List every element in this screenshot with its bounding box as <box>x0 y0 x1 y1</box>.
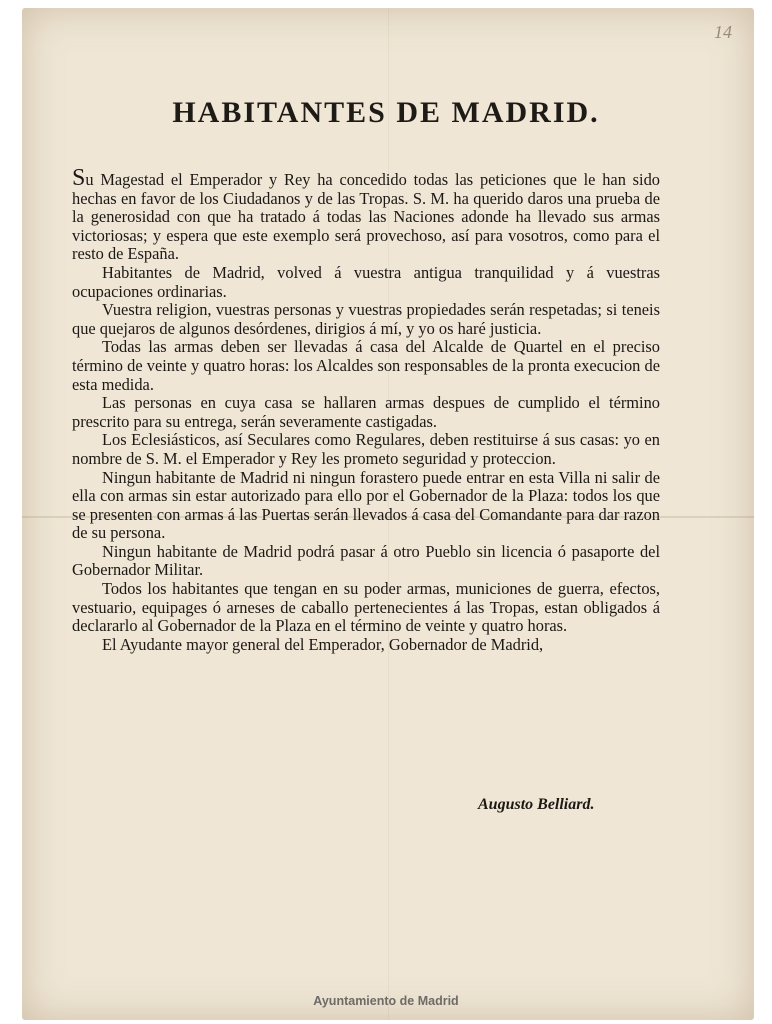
paragraph-7: Ningun habitante de Madrid ni ningun forastero puede entrar en esta Villa ni salir de ella con armas sin estar autorizado para ello por el Gobernador de la Plaza: todos los que se presenten con armas á las Puertas serán llevados á casa del Comandante para dar razon de su persona. <box>72 467 660 543</box>
folio-number: 14 <box>714 22 732 42</box>
paragraph-1 <box>72 165 660 264</box>
page-title: HABITANTES DE MADRID. <box>172 96 600 129</box>
paragraph-10: El Ayudante mayor general del Emperador, Gobernador de Madrid, <box>102 634 544 654</box>
archive-watermark: Ayuntamiento de Madrid <box>313 994 459 1008</box>
paragraph-9: Todos los habitantes que tengan en su poder armas, municiones de guerra, efectos, vestuario, equipages ó arneses de caballo pertenecientes á las Tropas, estan obligados á declararlo al Gobernador de la Plaza en el término de veinte y quatro horas. <box>72 579 660 636</box>
paragraph-3: Vuestra religion, vuestras personas y vuestras propiedades serán respetadas; si teneis que quejaros de algunos desórdenes, dirigios á mí, y yo os haré justicia. <box>72 300 660 338</box>
signature: Augusto Belliard. <box>478 796 595 813</box>
paragraph-8: Ningun habitante de Madrid podrá pasar á otro Pueblo sin licencia ó pasaporte del Gobernador Militar. <box>72 541 660 580</box>
paragraph-4: Todas las armas deben ser llevadas á casa del Alcalde de Quartel en el preciso término de veinte y quatro horas: los Alcaldes son responsables de la pronta execucion de esta medida. <box>72 337 660 394</box>
paragraph-5: Las personas en cuya casa se hallaren armas despues de cumplido el término prescrito para su entrega, serán severamente castigadas. <box>72 393 660 431</box>
paragraph-2: Habitantes de Madrid, volved á vuestra antigua tranquilidad y á vuestras ocupaciones ordinarias. <box>72 262 660 301</box>
paragraph-6: Los Eclesiásticos, así Seculares como Regulares, deben restituirse á sus casas: yo en nombre de S. M. el Emperador y Rey les prometo seguridad y proteccion. <box>72 430 660 468</box>
drop-cap: S <box>72 165 86 191</box>
proclamation-body <box>72 165 660 654</box>
paragraph-1-text: u Magestad el Emperador y Rey ha concedido todas las peticiones que le han sido hechas en favor de los Ciudadanos y de las Tropas. S. M. ha querido daros una prueba de la generosidad con que ha tratado á todas las Naciones adonde ha llevado sus armas victoriosas; y espera que este exemplo será provechoso, así para vosotros, como para el resto de España. <box>72 170 660 264</box>
